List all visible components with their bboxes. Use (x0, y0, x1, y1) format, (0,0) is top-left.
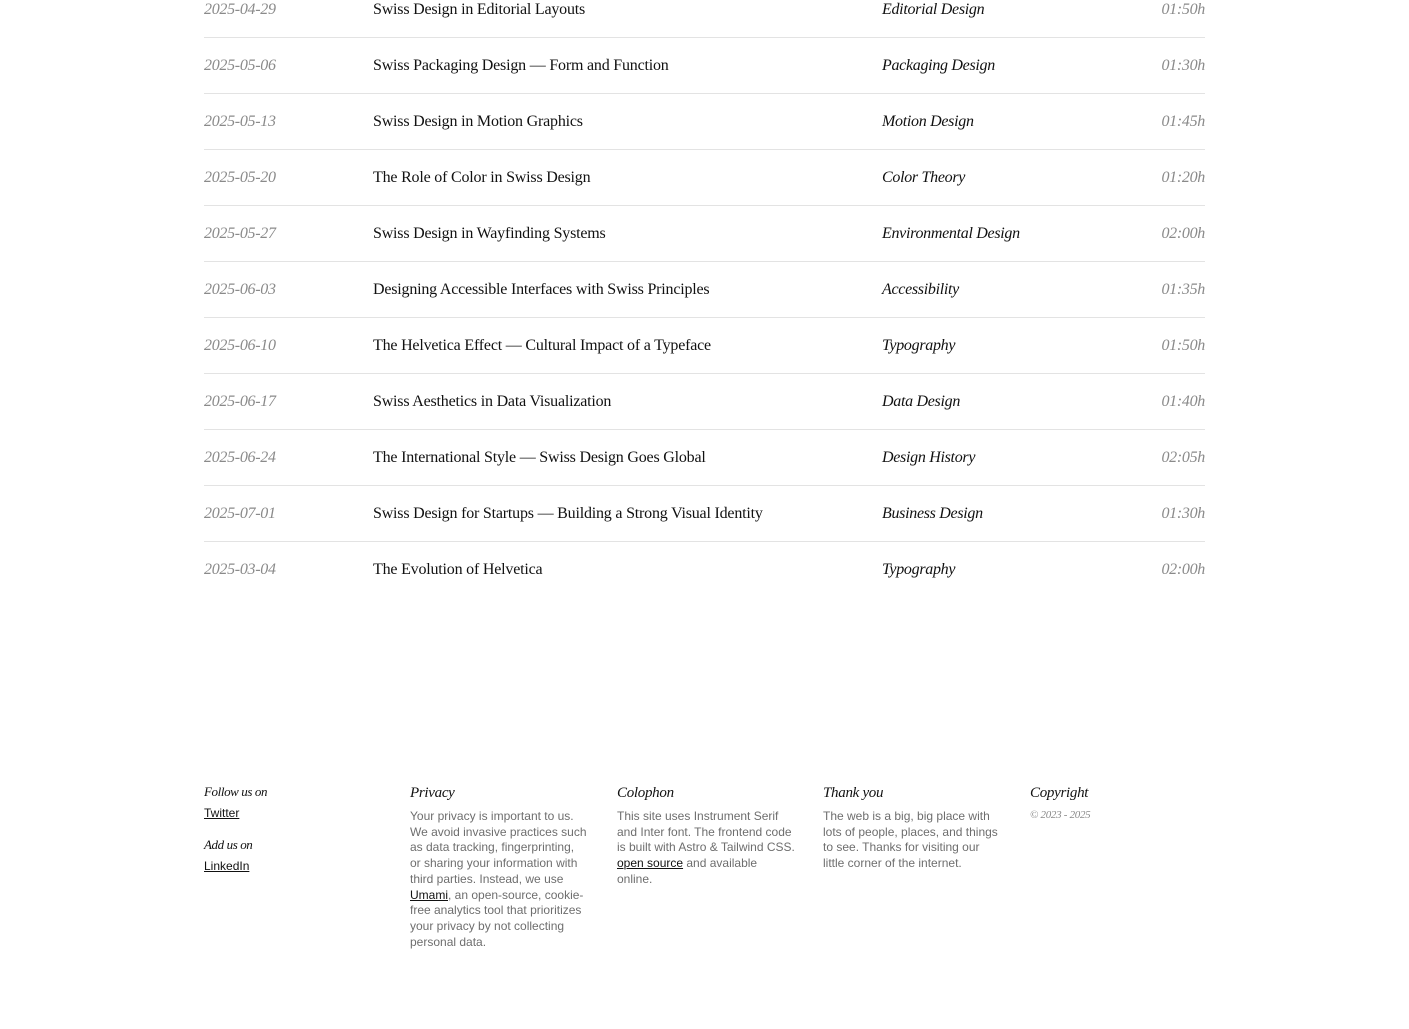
session-category: Accessibility (882, 281, 959, 298)
session-date: 2025-03-04 (204, 561, 276, 578)
session-row[interactable] (204, 150, 1205, 206)
add-heading: Add us on (204, 837, 253, 852)
session-date: 2025-06-03 (204, 281, 276, 298)
linkedin-link[interactable]: LinkedIn (204, 859, 250, 873)
privacy-text-after: , an open-source, cookie-free analytics tool that prioritizes your privacy by not collecting personal data. (410, 887, 584, 949)
thanks-heading: Thank you (823, 785, 884, 801)
footer (204, 783, 1205, 983)
session-duration: 02:05h (1161, 449, 1205, 466)
session-list (204, 0, 1205, 597)
colophon-text (617, 809, 795, 888)
add-group (204, 836, 384, 875)
session-duration: 01:30h (1161, 505, 1205, 522)
follow-heading: Follow us on (204, 784, 268, 799)
session-row[interactable] (204, 38, 1205, 94)
session-category: Packaging Design (882, 57, 995, 74)
session-date: 2025-07-01 (204, 505, 276, 522)
session-title: Designing Accessible Interfaces with Swiss Principles (373, 281, 710, 298)
session-category: Editorial Design (882, 1, 985, 18)
session-duration: 01:50h (1161, 1, 1205, 18)
session-title: Swiss Design for Startups — Building a Strong Visual Identity (373, 505, 763, 522)
session-row[interactable] (204, 262, 1205, 318)
colophon-text-after: and available online. (617, 856, 758, 886)
umami-link[interactable]: Umami (410, 887, 448, 902)
session-duration: 01:35h (1161, 281, 1205, 298)
session-category: Motion Design (882, 113, 974, 130)
session-category: Typography (882, 337, 956, 354)
footer-colophon (617, 783, 795, 888)
session-title: The International Style — Swiss Design Goes Global (373, 449, 706, 466)
session-duration: 01:20h (1161, 169, 1205, 186)
open-source-link[interactable]: open source (617, 856, 684, 871)
session-date: 2025-05-06 (204, 57, 276, 74)
copyright-text: © 2023 - 2025 (1030, 809, 1091, 821)
footer-copyright (1030, 783, 1205, 821)
session-date: 2025-06-10 (204, 337, 276, 354)
session-title: The Evolution of Helvetica (373, 561, 543, 578)
session-title: Swiss Design in Motion Graphics (373, 113, 583, 130)
session-category: Typography (882, 561, 956, 578)
session-duration: 01:50h (1161, 337, 1205, 354)
session-duration: 02:00h (1161, 561, 1205, 578)
footer-social (204, 783, 384, 875)
privacy-text-before: Your privacy is important to us. We avoid invasive practices such as data tracking, fingerprinting, or sharing your information with third parties. Instead, we use (410, 809, 587, 886)
session-title: Swiss Design in Editorial Layouts (373, 1, 586, 18)
session-category: Data Design (882, 393, 961, 410)
session-row[interactable] (204, 374, 1205, 430)
session-category: Business Design (882, 505, 983, 522)
session-row[interactable] (204, 542, 1205, 597)
session-category: Design History (882, 449, 976, 466)
session-date: 2025-06-24 (204, 449, 276, 466)
session-title: Swiss Design in Wayfinding Systems (373, 225, 606, 242)
session-duration: 02:00h (1161, 225, 1205, 242)
footer-thanks (823, 783, 1001, 872)
footer-privacy (410, 783, 588, 950)
session-title: Swiss Aesthetics in Data Visualization (373, 393, 612, 410)
thanks-text: The web is a big, big place with lots of people, places, and things to see. Thanks for visiting our little corner of the internet. (823, 809, 998, 871)
colophon-heading: Colophon (617, 785, 674, 801)
session-date: 2025-06-17 (204, 393, 276, 410)
session-row[interactable] (204, 94, 1205, 150)
session-date: 2025-05-13 (204, 113, 276, 130)
session-row[interactable] (204, 318, 1205, 374)
session-row[interactable] (204, 206, 1205, 262)
session-date: 2025-05-20 (204, 169, 276, 186)
session-title: The Helvetica Effect — Cultural Impact of a Typeface (373, 337, 711, 354)
session-duration: 01:45h (1161, 113, 1205, 130)
session-row[interactable] (204, 0, 1205, 38)
copyright-heading: Copyright (1030, 785, 1089, 801)
session-duration: 01:30h (1161, 57, 1205, 74)
privacy-heading: Privacy (410, 785, 455, 801)
session-row[interactable] (204, 430, 1205, 486)
session-duration: 01:40h (1161, 393, 1205, 410)
session-date: 2025-05-27 (204, 225, 276, 242)
session-row[interactable] (204, 486, 1205, 542)
session-title: The Role of Color in Swiss Design (373, 169, 591, 186)
session-date: 2025-04-29 (204, 1, 276, 18)
session-title: Swiss Packaging Design — Form and Function (373, 57, 669, 74)
colophon-text-before: This site uses Instrument Serif and Inter font. The frontend code is built with Astro & Tailwind CSS. (617, 809, 795, 855)
session-category: Color Theory (882, 169, 966, 186)
session-category: Environmental Design (882, 225, 1020, 242)
twitter-link[interactable]: Twitter (204, 806, 240, 820)
privacy-text (410, 809, 588, 950)
